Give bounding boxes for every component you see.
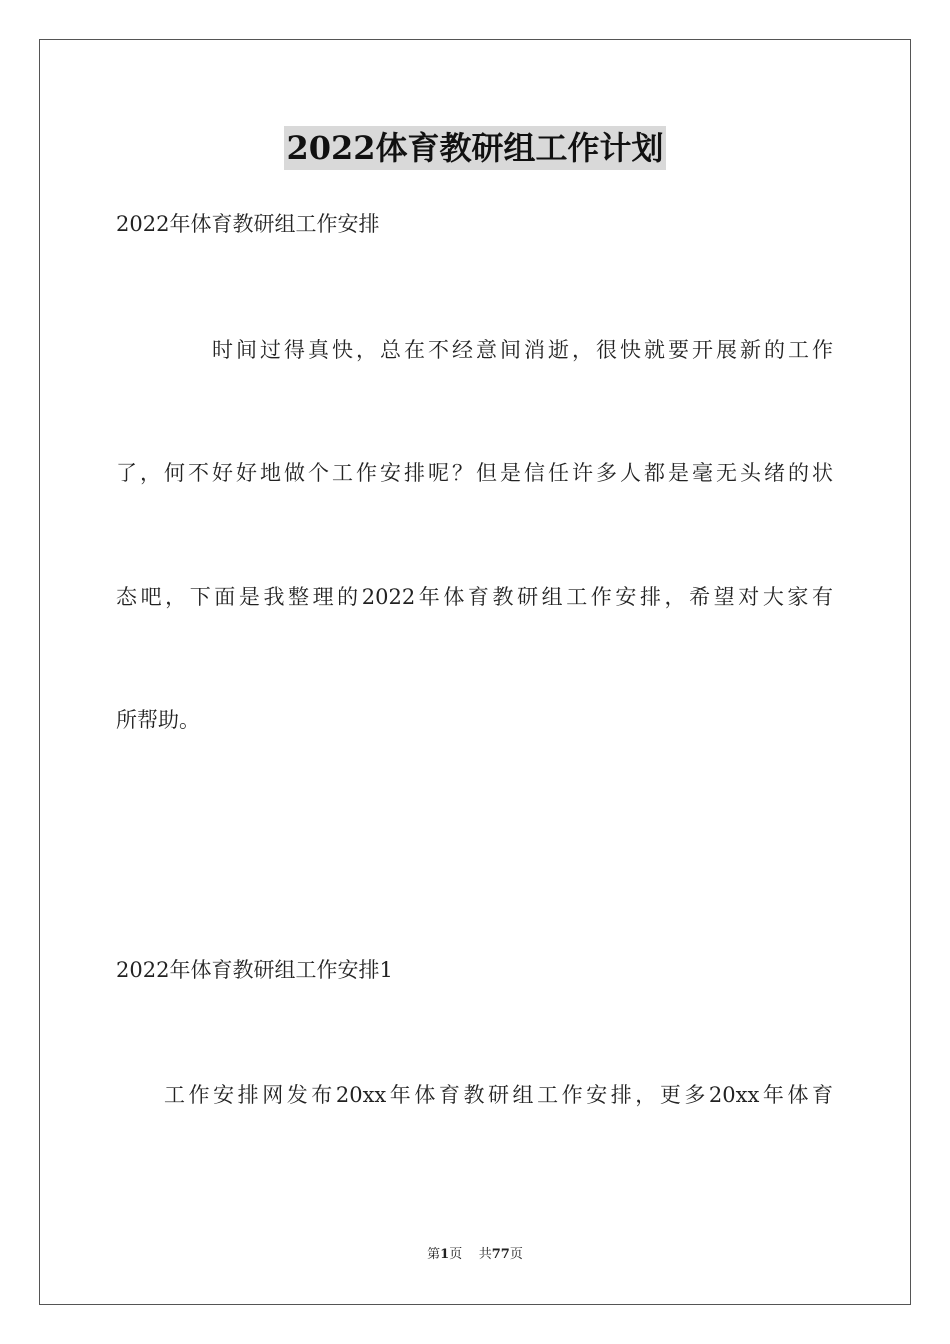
intro-line-3: 态吧，下面是我整理的2022年体育教研组工作安排，希望对大家有 — [116, 585, 833, 609]
intro-line-4: 所帮助。 — [116, 708, 200, 732]
footer-page-unit: 页 — [449, 1247, 463, 1262]
page-footer — [0, 1246, 950, 1264]
document-title: 2022体育教研组工作计划 — [284, 126, 665, 170]
footer-current-page: 1 — [440, 1247, 450, 1262]
intro-line-1: 时间过得真快，总在不经意间消逝，很快就要开展新的工作 — [212, 338, 833, 362]
title-container — [0, 126, 950, 170]
footer-total-prefix: 共 — [478, 1247, 492, 1262]
section-heading: 2022年体育教研组工作安排1 — [116, 958, 393, 982]
section-line: 工作安排网发布20xx年体育教研组工作安排，更多20xx年体育 — [164, 1083, 833, 1107]
footer-total-pages: 77 — [491, 1247, 510, 1262]
intro-line-2: 了，何不好好地做个工作安排呢？但是信任许多人都是毫无头绪的状 — [116, 461, 833, 485]
footer-total-unit: 页 — [509, 1247, 523, 1262]
footer-prefix: 第 — [427, 1247, 441, 1262]
subtitle: 2022年体育教研组工作安排 — [116, 212, 380, 236]
